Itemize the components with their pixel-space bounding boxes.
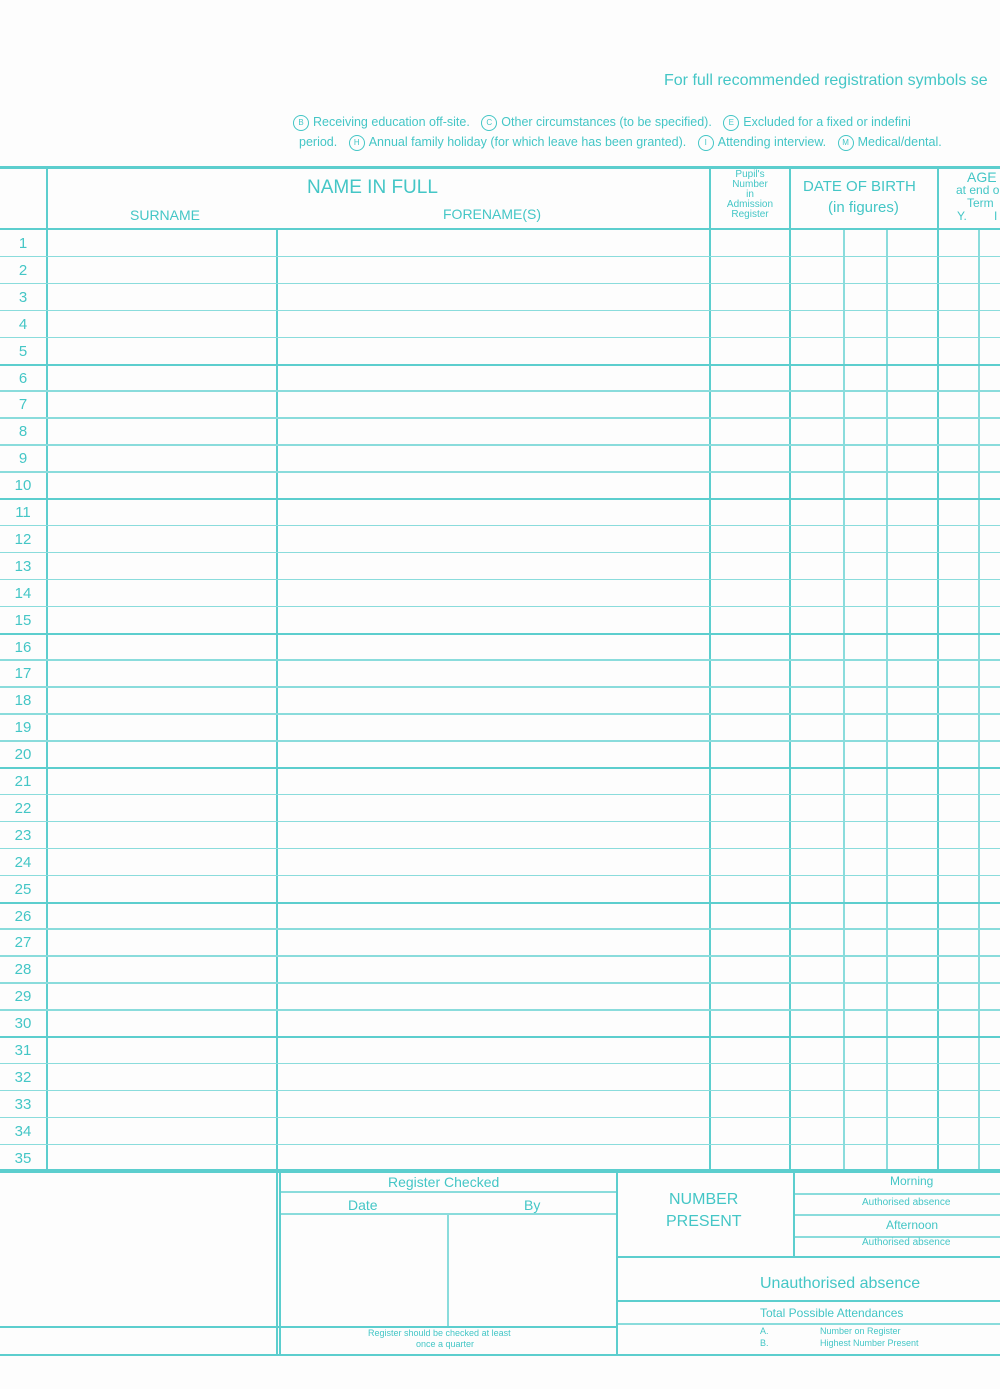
footer-date-by-divider [447,1214,449,1326]
date-label: Date [348,1197,378,1213]
row-number-17: 17 [14,665,32,683]
total-possible-label: Total Possible Attendances [760,1306,904,1320]
dob-month-divider [886,230,888,1171]
row-divider-8 [0,444,1000,446]
dob-day-divider [843,230,845,1171]
row-number-11: 11 [15,504,31,521]
table-top-border [0,166,1000,169]
age-subheading-2: Term [967,196,994,210]
morning-underline [795,1193,1000,1195]
afternoon-label: Afternoon [886,1218,939,1232]
symbol-i-icon: I [698,135,714,151]
row-number-9: 9 [18,450,28,468]
row-number-21: 21 [14,773,32,790]
header-bottom-border [0,228,1000,230]
row-divider-15 [0,633,1000,635]
highest-number-present-label: Highest Number Present [820,1338,919,1348]
legend-e-text: Excluded for a fixed or indefini [743,115,911,130]
row-number-29: 29 [14,988,32,1006]
row-divider-12 [0,552,1000,554]
row-divider-2 [0,283,1000,285]
register-note-top-border [0,1326,616,1328]
unauthorised-absence-label: Unauthorised absence [760,1275,921,1292]
row-divider-28 [0,982,1000,984]
row-number-25: 25 [14,880,32,898]
morning-authorised-absence-label: Authorised absence [862,1197,951,1208]
row-number-18: 18 [14,692,32,710]
row-number-12: 12 [14,530,32,548]
row-divider-18 [0,713,1000,715]
symbol-e-icon: E [723,115,739,131]
pupil-number-line-5: Register [731,209,769,220]
row-divider-19 [0,740,1000,742]
morning-absence-underline [795,1214,1000,1216]
symbol-h-icon: H [349,135,365,151]
row-divider-29 [0,1009,1000,1011]
row-divider-1 [0,256,1000,258]
footer-bottom-border [0,1354,1000,1356]
legend-m-text: Medical/dental. [857,135,942,150]
pupil-number-column-divider [789,166,791,1171]
number-present-bottom-border [618,1256,1000,1258]
row-divider-33 [0,1117,1000,1119]
row-number-20: 20 [14,746,32,764]
row-number-2: 2 [18,261,28,279]
row-number-1: 1 [18,235,28,252]
row-divider-30 [0,1036,1000,1038]
row-divider-4 [0,337,1000,339]
dob-column-divider [937,166,939,1171]
symbol-b-icon: B [293,115,309,131]
row-number-6: 6 [18,369,28,387]
row-divider-17 [0,686,1000,688]
name-in-full-heading: NAME IN FULL [307,177,438,198]
row-divider-27 [0,955,1000,957]
row-divider-5 [0,364,1000,366]
row-divider-24 [0,875,1000,877]
row-divider-7 [0,417,1000,419]
row-number-24: 24 [14,853,32,871]
row-number-16: 16 [14,638,32,656]
row-number-32: 32 [14,1068,32,1086]
row-number-23: 23 [14,826,32,844]
legend-b-text: Receiving education off-site. [313,115,470,130]
number-present-label-1: NUMBER [669,1191,739,1208]
a-label: A. [760,1326,769,1336]
surname-heading: SURNAME [130,207,201,223]
forename-column-divider [709,166,711,1171]
row-number-28: 28 [14,961,32,979]
afternoon-authorised-absence-label: Authorised absence [862,1237,951,1248]
row-divider-9 [0,471,1000,473]
row-divider-3 [0,310,1000,312]
symbol-c-icon: C [481,115,497,131]
row-number-7: 7 [18,396,28,414]
row-divider-6 [0,390,1000,392]
row-number-15: 15 [14,611,32,629]
row-number-22: 22 [14,799,32,817]
row-divider-32 [0,1090,1000,1092]
row-divider-23 [0,848,1000,850]
row-divider-20 [0,767,1000,769]
dob-subheading: (in figures) [828,199,899,216]
row-number-33: 33 [14,1095,32,1113]
date-by-underline [281,1213,616,1215]
pupil-number-line-2: Number [732,179,768,190]
register-checked-underline [281,1191,616,1193]
row-divider-10 [0,498,1000,500]
row-number-31: 31 [14,1042,32,1059]
pupil-number-line-3: in [746,189,754,200]
age-divider [978,230,980,1171]
rownum-column-divider [46,168,48,1171]
footer-register-right-divider [616,1171,618,1355]
legend-period-text: period. [299,135,338,150]
row-divider-34 [0,1144,1000,1146]
row-number-27: 27 [14,934,32,952]
by-label: By [524,1197,541,1213]
age-heading: AGE [967,169,997,185]
row-divider-21 [0,794,1000,796]
row-number-4: 4 [18,315,28,333]
legend-line-1 [293,115,919,131]
legend-i-text: Attending interview. [717,135,827,150]
age-years-label: Y. [957,209,967,223]
number-on-register-label: Number on Register [820,1326,901,1336]
row-divider-26 [0,928,1000,930]
total-possible-underline [618,1323,1000,1325]
row-number-13: 13 [14,557,32,575]
row-number-30: 30 [14,1015,32,1033]
row-number-10: 10 [14,477,32,495]
row-number-34: 34 [14,1122,32,1140]
surname-column-divider [276,230,278,1354]
age-months-label: I [994,209,998,223]
register-note-line-1: Register should be checked at least [368,1328,511,1338]
row-divider-11 [0,525,1000,527]
pupil-number-heading [711,170,789,220]
pupil-number-line-1: Pupil's [735,169,765,180]
register-note-line-2: once a quarter [416,1339,475,1349]
row-number-3: 3 [18,288,28,306]
legend-h-text: Annual family holiday (for which leave has been granted). [368,135,687,150]
row-number-14: 14 [14,584,32,602]
row-number-5: 5 [18,342,28,360]
table-bottom-border [0,1169,1000,1171]
row-divider-16 [0,659,1000,661]
symbol-m-icon: M [838,135,854,151]
morning-label: Morning [890,1174,934,1188]
row-number-26: 26 [14,907,32,925]
pupil-number-line-4: Admission [726,199,774,210]
row-number-8: 8 [18,423,28,441]
unauthorised-bottom-border [618,1300,1000,1302]
b-label: B. [760,1338,769,1348]
row-divider-31 [0,1063,1000,1065]
registration-symbols-notice: For full recommended registration symbols se [664,72,988,89]
row-divider-22 [0,821,1000,823]
forenames-heading: FORENAME(S) [443,206,541,222]
legend-line-2 [299,135,950,151]
row-divider-13 [0,579,1000,581]
legend-c-text: Other circumstances (to be specified). [501,115,712,130]
dob-heading: DATE OF BIRTH [803,178,916,195]
row-number-35: 35 [14,1149,32,1167]
row-divider-14 [0,606,1000,608]
row-divider-25 [0,902,1000,904]
number-present-label-2: PRESENT [666,1213,742,1230]
row-number-19: 19 [14,719,32,737]
age-subheading-1: at end o [956,183,1000,197]
register-checked-label: Register Checked [388,1174,500,1190]
